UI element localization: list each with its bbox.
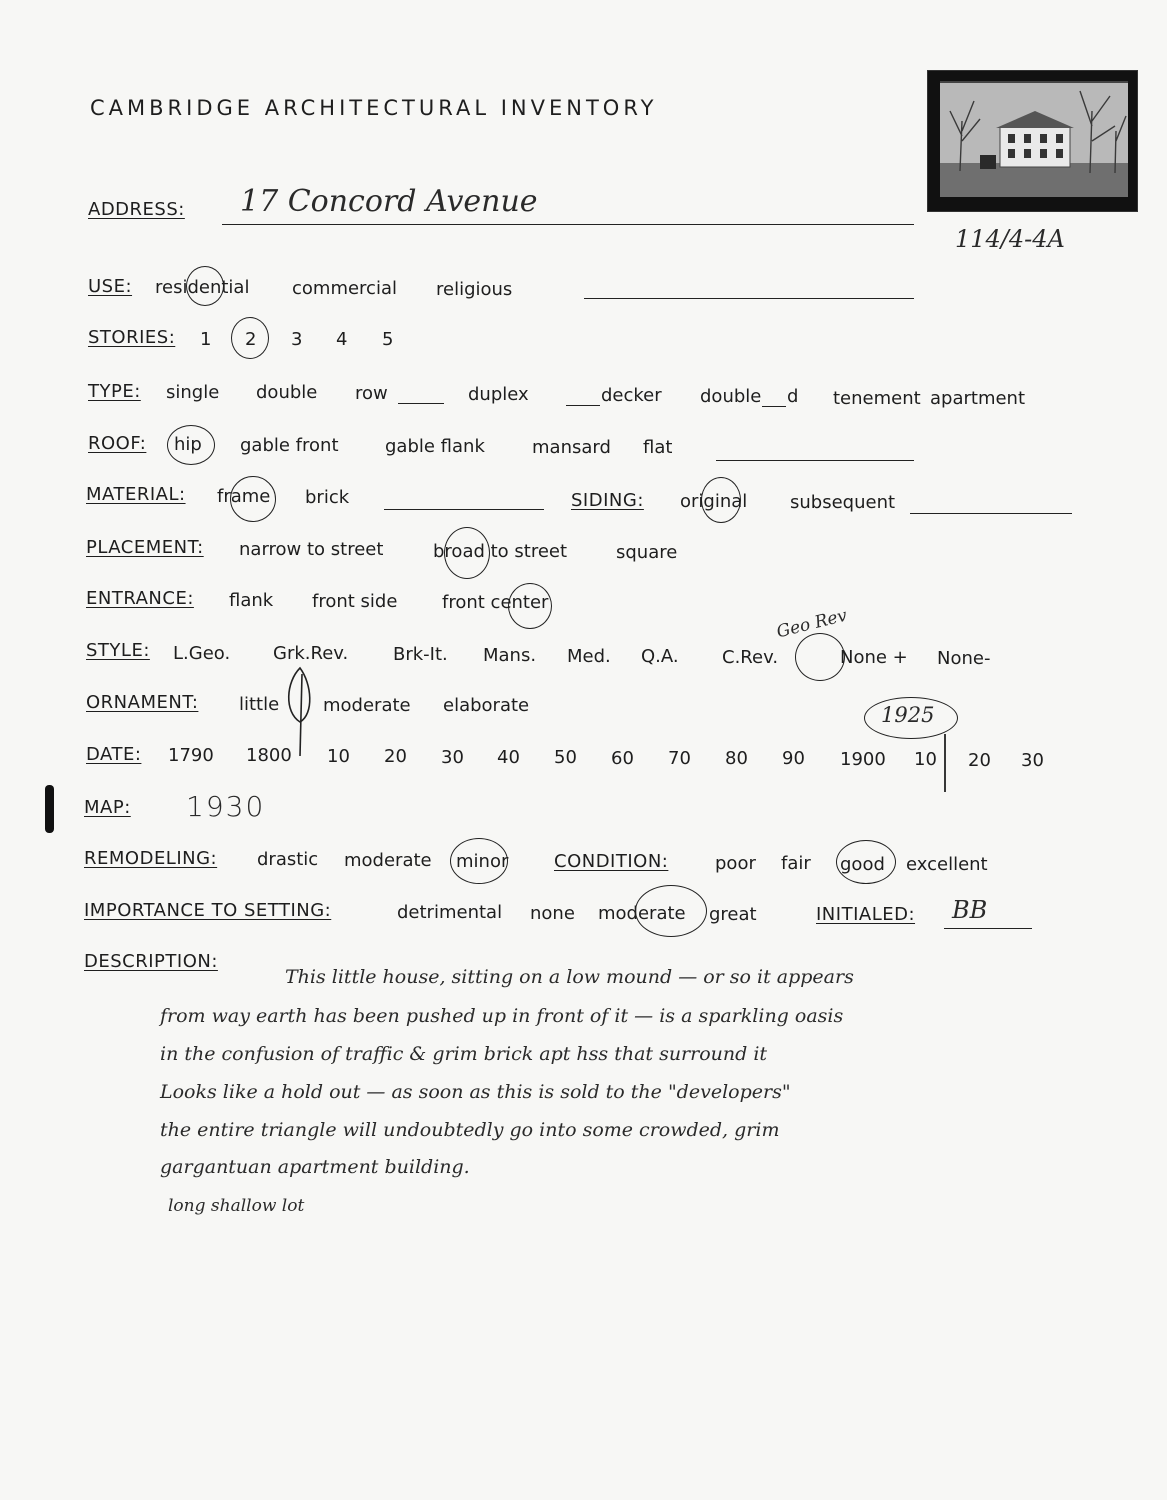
placement-label: PLACEMENT: (86, 537, 204, 558)
stories-option-1: 1 (200, 329, 212, 350)
entrance-option-flank: flank (229, 590, 274, 611)
style-option-brkit: Brk-It. (393, 644, 448, 665)
type-option-decker: decker (601, 385, 662, 406)
style-option-med: Med. (567, 646, 611, 667)
importance-option-moderate: moderate (598, 903, 686, 924)
importance-option-great: great (709, 904, 757, 925)
date-option-20: 20 (384, 746, 407, 767)
remodeling-option-drastic: drastic (257, 849, 319, 870)
entrance-selection-circle (508, 583, 552, 629)
date-option-10: 10 (327, 746, 350, 767)
date-option-1910: 10 (914, 749, 937, 770)
roof-option-hip: hip (174, 434, 202, 455)
roof-option-mansard: mansard (532, 437, 611, 458)
placement-option-square: square (616, 542, 678, 563)
date-option-1930: 30 (1021, 750, 1044, 771)
stories-selection-circle (231, 317, 269, 359)
date-range-bar (938, 732, 952, 794)
type-decker-line (566, 405, 600, 406)
style-option-none-minus: None- (937, 648, 991, 669)
style-option-qa: Q.A. (641, 646, 679, 667)
stories-option-2: 2 (245, 329, 257, 350)
material-selection-circle (230, 476, 276, 522)
importance-label: IMPORTANCE TO SETTING: (84, 900, 332, 921)
use-label: USE: (88, 276, 133, 297)
roof-option-gable-front: gable front (240, 435, 339, 456)
description-line-3: in the confusion of traffic & grim brick apt hss that surround it (160, 1043, 768, 1065)
house-illustration (940, 81, 1128, 197)
condition-option-good: good (840, 854, 885, 875)
stories-label: STORIES: (88, 327, 176, 348)
material-option-frame: frame (217, 486, 271, 507)
date-label: DATE: (86, 744, 142, 765)
condition-selection-circle (836, 840, 896, 884)
address-line (222, 224, 914, 225)
description-line-7: long shallow lot (168, 1196, 305, 1216)
date-option-1920: 20 (968, 750, 991, 771)
style-option-grkrev: Grk.Rev. (273, 643, 349, 664)
roof-label: ROOF: (88, 433, 147, 454)
placement-option-broad: broad to street (433, 541, 568, 562)
date-option-30: 30 (441, 747, 464, 768)
initialed-label: INITIALED: (816, 904, 916, 925)
house-photo (927, 70, 1138, 212)
material-option-brick: brick (305, 487, 350, 508)
type-option-double: double (256, 382, 318, 403)
condition-option-poor: poor (715, 853, 756, 874)
description-line-1: This little house, sitting on a low mound — or so it appears (285, 966, 854, 988)
type-option-apartment: apartment (930, 388, 1026, 409)
ref-number: 114/4-4A (955, 225, 1065, 253)
entrance-label: ENTRANCE: (86, 588, 194, 609)
importance-option-none: none (530, 903, 575, 924)
date-option-1900: 1900 (840, 749, 886, 770)
entrance-option-front-side: front side (312, 591, 398, 612)
use-other-line (584, 298, 914, 299)
map-label: MAP: (84, 797, 131, 818)
ornament-option-moderate: moderate (323, 695, 411, 716)
type-option-single: single (166, 382, 220, 403)
remodeling-selection-circle (450, 838, 508, 884)
type-option-d: d (787, 386, 799, 407)
type-option-tenement: tenement (833, 388, 921, 409)
roof-option-flat: flat (643, 437, 673, 458)
style-option-mans: Mans. (483, 645, 537, 666)
date-option-90: 90 (782, 748, 805, 769)
use-option-commercial: commercial (292, 278, 397, 299)
siding-option-subsequent: subsequent (790, 492, 896, 513)
description-line-5: the entire triangle will undoubtedly go into some crowded, grim (160, 1119, 780, 1141)
use-option-residential: residential (155, 277, 250, 298)
type-row-line (398, 403, 444, 404)
use-option-religious: religious (436, 279, 513, 300)
importance-option-detrimental: detrimental (397, 902, 503, 923)
ornament-option-elaborate: elaborate (443, 695, 530, 716)
type-option-row: row (355, 383, 388, 404)
style-selection-circle (795, 633, 845, 681)
type-label: TYPE: (88, 381, 141, 402)
siding-label: SIDING: (571, 490, 644, 511)
date-option-40: 40 (497, 747, 520, 768)
address-value: 17 Concord Avenue (240, 184, 538, 219)
stories-option-4: 4 (336, 329, 348, 350)
use-selection-circle (186, 266, 224, 306)
placement-option-narrow: narrow to street (239, 539, 384, 560)
address-label: ADDRESS: (88, 199, 185, 220)
date-option-50: 50 (554, 747, 577, 768)
style-option-none-plus: None + (840, 647, 908, 668)
ornament-label: ORNAMENT: (86, 692, 199, 713)
roof-option-gable-flank: gable flank (385, 436, 485, 457)
placement-selection-circle (444, 527, 490, 579)
style-handwritten-note: Geo Rev (774, 605, 850, 643)
type-option-duplex: duplex (468, 384, 529, 405)
roof-other-line (716, 460, 914, 461)
siding-option-original: original (680, 491, 748, 512)
date-option-80: 80 (725, 748, 748, 769)
style-option-crev: C.Rev. (722, 647, 779, 668)
remodeling-label: REMODELING: (84, 848, 218, 869)
type-double-d-line (762, 406, 786, 407)
condition-option-excellent: excellent (906, 854, 988, 875)
siding-other-line (910, 513, 1072, 514)
description-line-6: gargantuan apartment building. (160, 1156, 470, 1178)
material-other-line (384, 509, 544, 510)
house-photo-image (940, 81, 1128, 197)
importance-selection-circle (635, 885, 707, 937)
style-label: STYLE: (86, 640, 150, 661)
siding-selection-circle (701, 477, 741, 523)
roof-selection-circle (167, 425, 215, 465)
date-option-1800: 1800 (246, 745, 292, 766)
condition-option-fair: fair (781, 853, 811, 874)
description-label: DESCRIPTION: (84, 951, 218, 972)
initialed-line (944, 928, 1032, 929)
remodeling-option-moderate: moderate (344, 850, 432, 871)
entrance-option-front-center: front center (442, 592, 549, 613)
initialed-value: BB (952, 896, 988, 924)
scan-registration-mark (45, 785, 54, 833)
style-option-lgeo: L.Geo. (173, 643, 231, 664)
form-title: CAMBRIDGE ARCHITECTURAL INVENTORY (90, 96, 658, 120)
material-label: MATERIAL: (86, 484, 186, 505)
condition-label: CONDITION: (554, 851, 669, 872)
description-line-4: Looks like a hold out — as soon as this is sold to the "developers" (160, 1081, 791, 1103)
description-line-2: from way earth has been pushed up in front of it — is a sparkling oasis (160, 1005, 844, 1027)
date-option-70: 70 (668, 748, 691, 769)
date-handwritten-value: 1925 (881, 703, 935, 727)
stories-option-3: 3 (291, 329, 303, 350)
type-option-double-d: double (700, 386, 762, 407)
date-option-1790: 1790 (168, 745, 214, 766)
ornament-option-little: little (239, 694, 280, 715)
map-value: 1930 (186, 790, 266, 823)
remodeling-option-minor: minor (456, 851, 509, 872)
date-option-60: 60 (611, 748, 634, 769)
stories-option-5: 5 (382, 329, 394, 350)
